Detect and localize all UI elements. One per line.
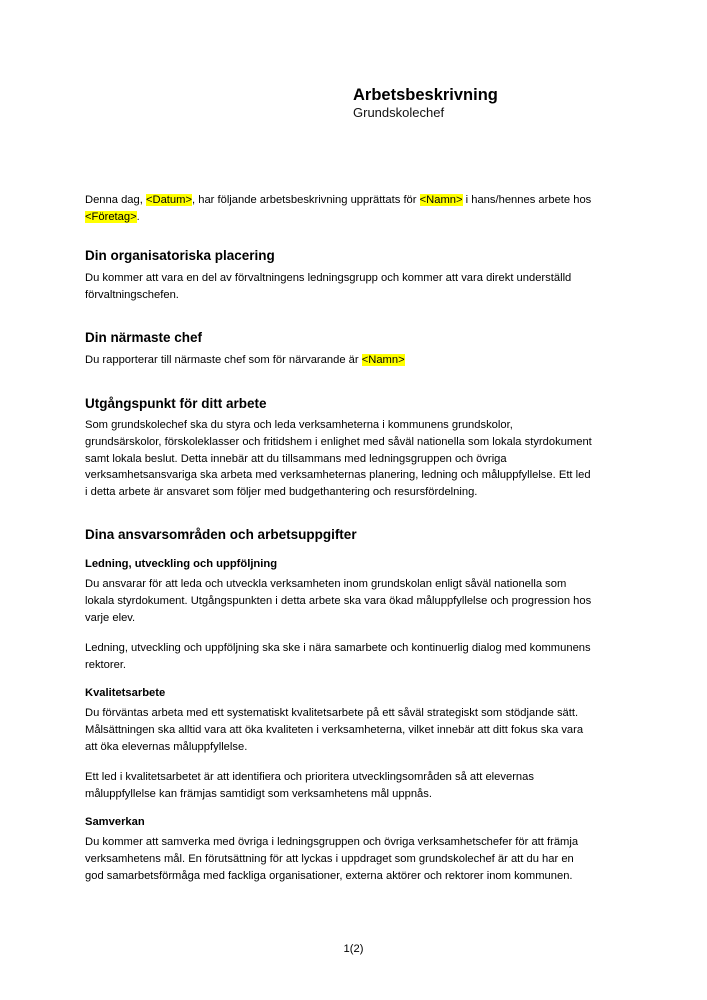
text-line: rektorer. [85, 658, 127, 671]
title-block [353, 85, 498, 121]
section-heading-responsibilities: Dina ansvarsområden och arbetsuppgifter [85, 527, 357, 542]
intro-text: . [136, 210, 140, 223]
text-line: Du kommer att vara en del av förvaltningens ledningsgrupp och kommer att vara direkt underställd [85, 272, 572, 284]
text-line: Du rapporterar till närmaste chef som för närvarande är [85, 354, 362, 366]
quality-paragraph-1 [85, 705, 583, 755]
text-line: samt lokala beslut. Detta innebär att du tillsammans med ledningsgruppen och övriga [85, 452, 507, 465]
cooperation-paragraph [85, 834, 578, 884]
text-line: förvaltningschefen. [85, 288, 179, 301]
leadership-paragraph-1 [85, 576, 591, 626]
text-line: Målsättningen ska alltid vara att öka kvaliteten i verksamheterna, vilket innebär att ditt fokus ska vara [85, 723, 584, 736]
text-line: verksamhetsansvariga ska arbeta med verksamheternas planering, ledning och måluppfyllelse. Ett led [85, 469, 591, 482]
placement-paragraph [85, 270, 571, 304]
intro-paragraph [85, 192, 591, 226]
name-placeholder: <Namn> [419, 194, 463, 206]
intro-text: , har följande arbetsbeskrivning upprättats för [192, 194, 420, 206]
subheading-quality: Kvalitetsarbete [85, 687, 166, 699]
text-line: Ledning, utveckling och uppföljning ska ske i nära samarbete och kontinuerlig dialog med kommunens [85, 642, 591, 654]
document-title: Arbetsbeskrivning [353, 86, 498, 104]
company-placeholder: <Företag> [85, 210, 137, 223]
text-line: Du ansvarar för att leda och utveckla verksamheten inom grundskolan enligt såväl nationella som [85, 578, 567, 590]
text-line: lokala styrdokument. Utgångspunkten i detta arbete ska vara ökad måluppfyllelse och progression hos [85, 594, 592, 607]
leadership-paragraph-2 [85, 640, 591, 674]
text-line: Ett led i kvalitetsarbetet är att identifiera och prioritera utvecklingsområden så att elevernas [85, 771, 534, 783]
text-line: Som grundskolechef ska du styra och leda verksamheterna i kommunens grundskolor, [85, 419, 513, 431]
text-line: grundsärskolor, förskoleklasser och fritidshem i enlighet med såväl nationella som lokala styrdokument [85, 435, 592, 448]
intro-text: i hans/hennes arbete hos [462, 194, 592, 206]
date-placeholder: <Datum> [145, 194, 192, 206]
subheading-cooperation: Samverkan [85, 816, 145, 828]
section-heading-placement: Din organisatoriska placering [85, 248, 275, 263]
section-heading-manager: Din närmaste chef [85, 330, 203, 345]
text-line: att öka elevernas måluppfyllelse. [85, 740, 248, 753]
subheading-leadership: Ledning, utveckling och uppföljning [85, 558, 278, 570]
text-line: måluppfyllelse kan främjas samtidigt som verksamhetens mål uppnås. [85, 787, 432, 800]
quality-paragraph-2 [85, 769, 534, 803]
manager-name-placeholder: <Namn> [361, 354, 405, 366]
text-line: god samarbetsförmåga med fackliga organisationer, externa aktörer och rektorer inom kommunen. [85, 869, 573, 882]
text-line: Du förväntas arbeta med ett systematiskt kvalitetsarbete på ett såväl strategiskt som stödjande sätt. [85, 707, 579, 719]
intro-text: Denna dag, [85, 194, 146, 206]
text-line: varje elev. [85, 611, 136, 624]
document-subtitle: Grundskolechef [353, 105, 445, 120]
page-number: 1(2) [343, 943, 364, 955]
text-line: Du kommer att samverka med övriga i ledningsgruppen och övriga verksamhetschefer för att främja [85, 836, 579, 848]
starting-point-paragraph [85, 417, 592, 501]
text-line: verksamhetens mål. En förutsättning för att lyckas i uppdraget som grundskolechef är att du har en [85, 852, 574, 865]
section-heading-starting-point: Utgångspunkt för ditt arbete [85, 396, 267, 411]
text-line: i detta arbete är ansvaret som följer med budgethantering och resursfördelning. [85, 486, 478, 499]
manager-paragraph [85, 352, 405, 369]
